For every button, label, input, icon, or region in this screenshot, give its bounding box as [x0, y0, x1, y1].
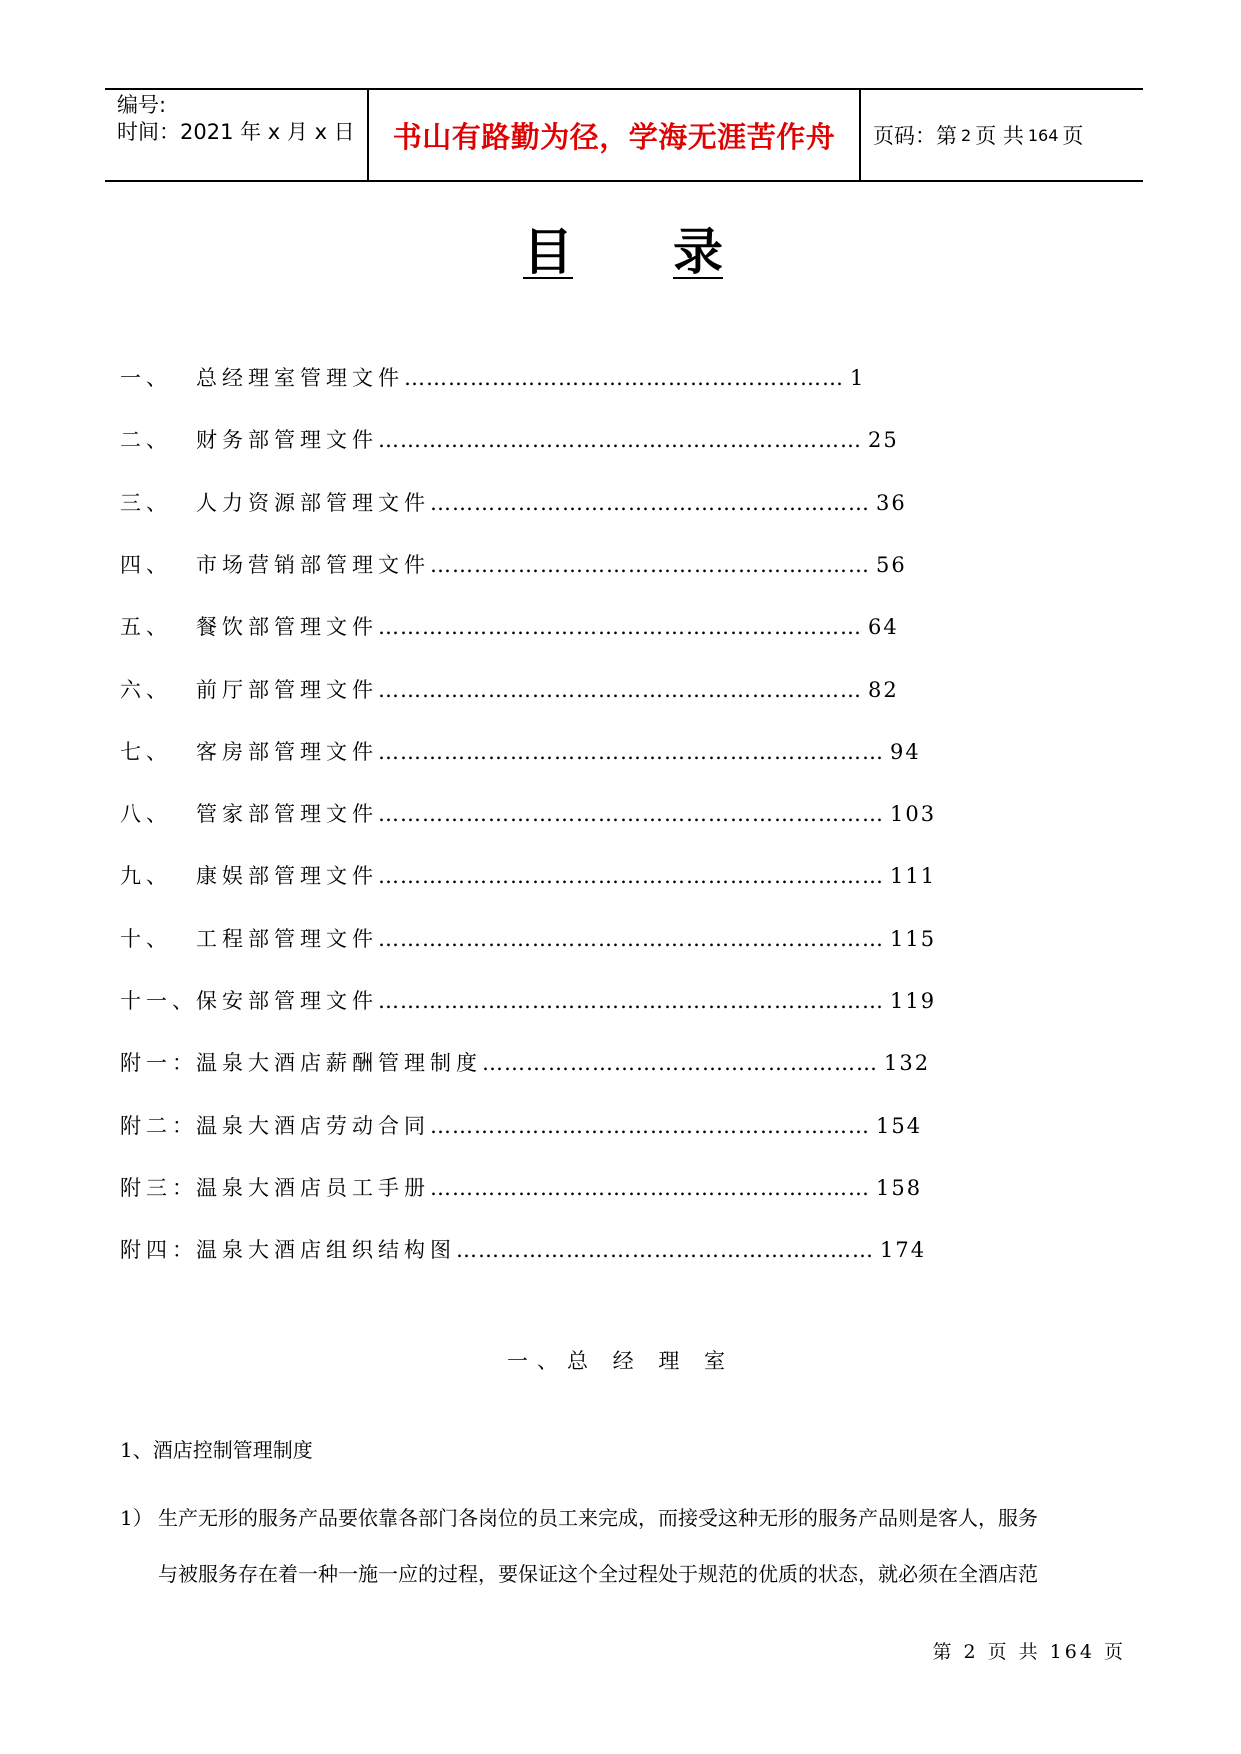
page-total: 164	[1027, 125, 1059, 145]
toc-page-number: 82	[868, 677, 899, 702]
toc-number: 一、	[120, 366, 172, 390]
toc-leader-dots: …………………………………………………………	[378, 677, 862, 702]
toc-label: 温泉大酒店员工手册	[196, 1175, 430, 1200]
toc-label: 管家部管理文件	[196, 802, 378, 827]
toc-label: 保安部管理文件	[196, 989, 378, 1013]
header-motto: 书山有路勤为径，学海无涯苦作舟	[369, 90, 861, 180]
page-prefix: 页码：第	[873, 124, 957, 148]
toc-number: 三、	[120, 490, 172, 515]
toc-item[interactable]	[120, 861, 936, 891]
toc-item[interactable]	[120, 1235, 926, 1265]
toc-number: 四、	[120, 552, 172, 577]
page-suffix: 页	[1062, 124, 1084, 148]
toc-item[interactable]	[120, 363, 865, 393]
toc-page-number: 56	[876, 552, 907, 577]
toc-label: 财务部管理文件	[196, 428, 378, 453]
toc-label: 工程部管理文件	[196, 926, 378, 951]
page-current: 2	[961, 125, 972, 145]
page-mid: 页 共	[975, 124, 1024, 148]
toc-number: 附三：	[120, 1175, 198, 1200]
toc-leader-dots: ……………………………………………………	[404, 366, 844, 390]
toc-page-number: 25	[868, 428, 899, 453]
toc-leader-dots: ……………………………………………………	[430, 1113, 870, 1138]
time-label: 时间：2021 年 x 月 x 日	[117, 120, 355, 144]
toc-number: 二、	[120, 428, 172, 453]
toc-number: 八、	[120, 802, 172, 827]
toc-leader-dots: ……………………………………………………	[430, 490, 870, 515]
toc-leader-dots: ……………………………………………………………	[378, 802, 884, 827]
section-title: 一、总 经 理 室	[506, 1349, 735, 1373]
paragraph-line-2: 与被服务存在着一种一施一应的过程，要保证这个全过程处于规范的优质的状态，就必须在全酒店范	[158, 1562, 1038, 1586]
toc-page-number: 158	[876, 1175, 923, 1200]
toc-label: 温泉大酒店组织结构图	[196, 1238, 456, 1263]
toc-number: 十、	[120, 926, 172, 951]
toc-leader-dots: …………………………………………………	[456, 1238, 874, 1263]
header-page-number	[861, 90, 1143, 180]
toc-page-number: 64	[868, 615, 899, 640]
toc-number: 六、	[120, 677, 172, 702]
toc-number: 附一：	[120, 1051, 198, 1076]
toc-number: 九、	[120, 864, 172, 889]
toc-page-number: 132	[884, 1051, 931, 1076]
toc-item[interactable]	[120, 550, 907, 580]
toc-leader-dots: ……………………………………………………………	[378, 864, 884, 889]
toc-leader-dots: …………………………………………………………	[378, 615, 862, 640]
toc-page-number: 36	[876, 490, 907, 515]
toc-page-number: 111	[890, 864, 937, 889]
toc-label: 前厅部管理文件	[196, 677, 378, 702]
page-title	[523, 212, 723, 282]
toc-item[interactable]	[120, 986, 936, 1016]
toc-leader-dots: …………………………………………………………	[378, 428, 862, 453]
toc-page-number: 115	[890, 926, 937, 951]
sub-heading: 1、酒店控制管理制度	[120, 1438, 313, 1462]
toc-leader-dots: ……………………………………………………………	[378, 739, 884, 764]
toc-item[interactable]	[120, 799, 936, 829]
toc-page-number: 1	[850, 366, 866, 390]
page-header	[105, 88, 1143, 182]
body-paragraph	[120, 1490, 1130, 1602]
toc-item[interactable]	[120, 737, 921, 767]
toc-item[interactable]	[120, 1111, 922, 1141]
toc-item[interactable]	[120, 924, 936, 954]
toc-page-number: 94	[890, 739, 921, 764]
serial-label: 编号:	[117, 93, 167, 117]
toc-item[interactable]	[120, 612, 899, 642]
toc-leader-dots: ………………………………………………	[482, 1051, 878, 1076]
toc-label: 温泉大酒店劳动合同	[196, 1113, 430, 1138]
toc-label: 市场营销部管理文件	[196, 552, 430, 577]
toc-label: 餐饮部管理文件	[196, 615, 378, 640]
toc-leader-dots: ……………………………………………………	[430, 552, 870, 577]
toc-label: 客房部管理文件	[196, 739, 378, 764]
toc-leader-dots: ……………………………………………………………	[378, 989, 884, 1013]
toc-number: 十一、	[120, 989, 198, 1013]
toc-page-number: 119	[890, 989, 937, 1013]
title-left: 目	[523, 223, 573, 281]
toc-item[interactable]	[120, 1048, 930, 1078]
toc-page-number: 154	[876, 1113, 923, 1138]
paragraph-line-1: 生产无形的服务产品要依靠各部门各岗位的员工来完成，而接受这种无形的服务产品则是客人，服务	[158, 1506, 1038, 1530]
toc-label: 康娱部管理文件	[196, 864, 378, 889]
toc-number: 七、	[120, 739, 172, 764]
toc-item[interactable]	[120, 425, 899, 455]
toc-leader-dots: ……………………………………………………………	[378, 926, 884, 951]
toc-number: 附四：	[120, 1238, 198, 1263]
toc-label: 人力资源部管理文件	[196, 490, 430, 515]
toc-label: 温泉大酒店薪酬管理制度	[196, 1051, 482, 1076]
toc-page-number: 103	[890, 802, 937, 827]
toc-item[interactable]	[120, 488, 907, 518]
toc-page-number: 174	[880, 1238, 927, 1263]
toc-label: 总经理室管理文件	[196, 366, 404, 390]
paragraph-marker: 1）	[120, 1506, 153, 1530]
toc-item[interactable]	[120, 1173, 922, 1203]
toc-number: 五、	[120, 615, 172, 640]
toc-number: 附二：	[120, 1113, 198, 1138]
page-footer: 第 2 页 共 164 页	[932, 1641, 1126, 1663]
title-right: 录	[673, 223, 723, 281]
toc-item[interactable]	[120, 675, 899, 705]
header-info	[105, 90, 369, 180]
toc-leader-dots: ……………………………………………………	[430, 1175, 870, 1200]
